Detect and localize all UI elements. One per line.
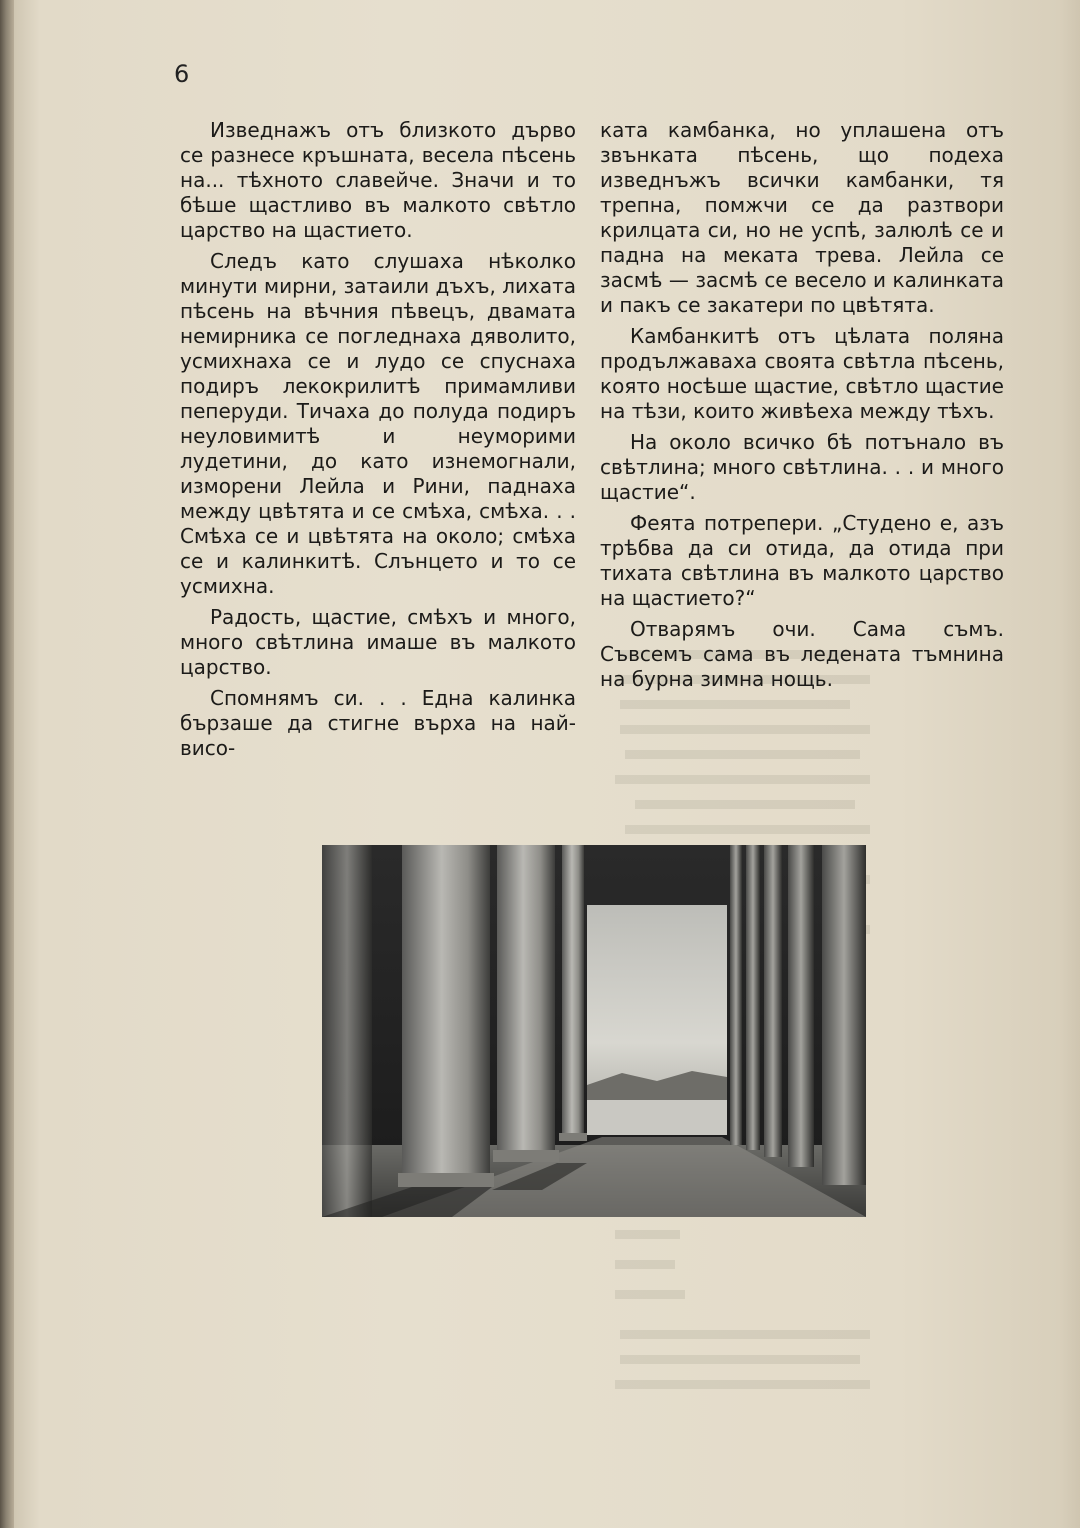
colonnade-illustration bbox=[322, 845, 866, 1217]
column bbox=[402, 845, 490, 1185]
right-text-column bbox=[600, 118, 1004, 698]
distant-snowfield bbox=[587, 1100, 727, 1135]
left-text-column bbox=[180, 118, 576, 767]
column bbox=[730, 845, 742, 1145]
column bbox=[764, 845, 782, 1157]
colonnade-photograph bbox=[322, 845, 866, 1217]
page-spine-shadow bbox=[0, 0, 14, 1528]
column bbox=[788, 845, 814, 1167]
right-columns bbox=[730, 845, 866, 1185]
paragraph-continued: ката камбанка, но уплашена отъ звънката пѣсень, що подеха изведнъжъ всички камбанки, тя трепна, помжчи се да разтвори крилцата си, но не успѣ, залюлѣ се и падна на меката трева. Лейла се засмѣ — засмѣ се весело и калинката и пакъ се закатери по цвѣтята. bbox=[600, 118, 1004, 317]
paragraph: Изведнажъ отъ близкото дърво се разнесе кръшната, весела пѣсень на... тѣхното славейче. Значи и то бѣше щастливо въ малкото свѣтло царство на щастието. bbox=[180, 118, 576, 242]
paragraph: Следъ като слушаха нѣколко минути мирни, затаили дъхъ, лихата пѣсень на вѣчния пѣвецъ, двамата немирника се погледнаха дяволито, усмихнаха се и лудо се спуснаха подиръ лекокрилитѣ примамливи пеперуди. Тичаха до полуда подиръ неуловимитѣ и неуморими лудетини, до като изнемогнали, изморени Лейла и Рини, паднаха между цвѣтята и се смѣха, смѣха. . . Смѣха се и цвѣтята на около; смѣха се и калинкитѣ. Слънцето и то се усмихна. bbox=[180, 249, 576, 598]
column bbox=[497, 845, 555, 1160]
paragraph: Радость, щастие, смѣхъ и много, много свѣтлина имаше въ малкото царство. bbox=[180, 605, 576, 679]
paragraph: На около всичко бѣ потънало въ свѣтлина; много свѣтлина. . . и много щастие“. bbox=[600, 430, 1004, 504]
paragraph: Отварямъ очи. Сама съмъ. Съвсемъ сама въ ледената тъмнина на бурна зимна нощь. bbox=[600, 617, 1004, 691]
page-number: 6 bbox=[174, 60, 190, 88]
column bbox=[322, 845, 372, 1217]
paragraph: Спомнямъ си. . . Една калинка бързаше да стигне върха на най-висо- bbox=[180, 686, 576, 760]
column bbox=[562, 845, 584, 1140]
paragraph: Феята потрепери. „Студено е, азъ трѣбва да си отида, да отида при тихата свѣтлина въ малкото царство на щастието?“ bbox=[600, 511, 1004, 610]
paragraph: Камбанкитѣ отъ цѣлата поляна продължаваха своята свѣтла пѣсень, която носѣше щастие, свѣтло щастие на тѣзи, които живѣеха между тѣхъ. bbox=[600, 324, 1004, 423]
column bbox=[822, 845, 866, 1185]
column bbox=[746, 845, 760, 1150]
